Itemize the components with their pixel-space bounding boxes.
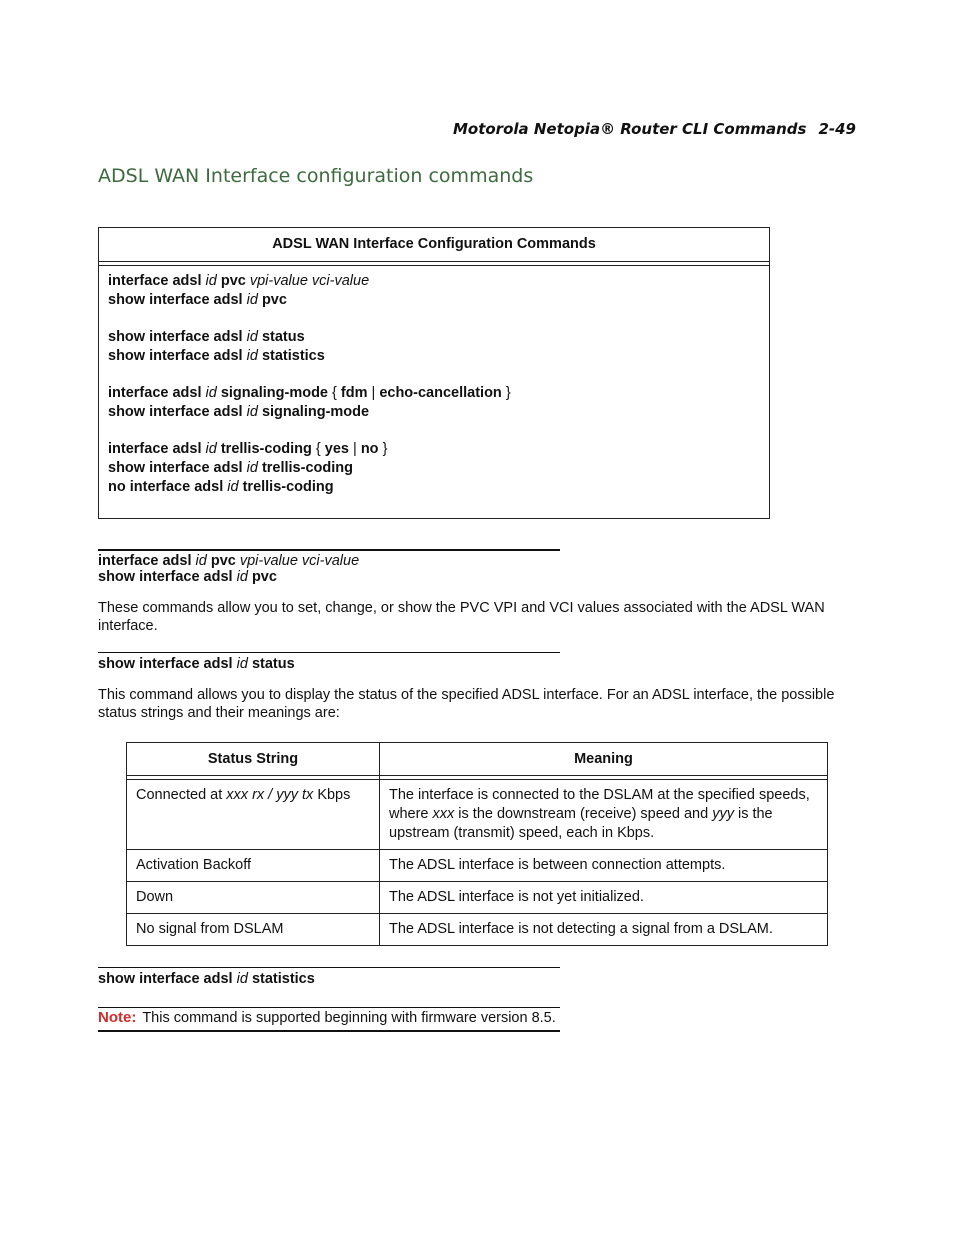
status-strings-table [126,742,828,946]
cell-segment: The ADSL interface is between connection attempts. [389,857,726,873]
meaning-cell [380,780,828,850]
cell-segment: xxx rx / yyy tx [226,787,314,803]
command-segment: signaling-mode [261,404,370,420]
command-segment: | [367,385,380,401]
cell-segment: Down [136,889,174,905]
heading-segment: pvc [210,553,240,569]
command-segment: show interface adsl [108,460,247,476]
command-line [108,291,760,310]
cell-segment: The interface is connected to the DSLAM at the specified speeds, where [389,787,810,822]
status-description: This command allows you to display the status of the specified ADSL interface. For an ADSL interface, the possible status strings and their meanings are: [98,687,835,721]
cell-segment: The ADSL interface is not yet initialized. [389,889,644,905]
heading-segment: show interface adsl [98,656,237,672]
command-segment: } [501,385,511,401]
command-segment: pvc [220,273,250,289]
cell-segment: is the downstream (receive) speed and [454,806,713,822]
meaning-cell [380,914,828,946]
command-segment: statistics [261,348,325,364]
status-string-cell [127,850,380,882]
command-segment: vpi-value vci-value [249,273,370,289]
cell-segment: Connected at [136,787,227,803]
command-segment: show interface adsl [108,348,247,364]
heading-segment: id [236,569,252,585]
command-segment: } [378,441,388,457]
command-segment: id [246,329,262,345]
heading-segment: id [195,553,211,569]
status-string-cell [127,780,380,850]
command-segment: | [349,441,361,457]
command-segment: id [246,292,262,308]
cell-segment: No signal from DSLAM [136,921,284,937]
command-segment: interface adsl [108,385,206,401]
command-summary-header: ADSL WAN Interface Configuration Commands [99,228,769,262]
column-header-status-string: Status String [127,743,380,776]
command-segment: interface adsl [108,441,206,457]
heading-segment: statistics [251,971,315,987]
note-bottom-rule [98,1030,560,1032]
cell-segment: yyy [712,806,734,822]
command-segment: { [315,441,325,457]
command-line [108,459,760,478]
command-line [108,384,760,403]
statistics-command-heading [98,971,315,987]
note-text: This command is supported beginning with firmware version 8.5. [142,1010,556,1026]
command-segment: fdm [340,385,368,401]
command-line [108,478,760,497]
command-segment: id [205,441,221,457]
command-segment: status [261,329,305,345]
command-group-gap [108,366,760,384]
heading-segment: show interface adsl [98,569,237,585]
heading-segment: status [251,656,295,672]
status-string-cell [127,882,380,914]
running-header-title: Motorola Netopia® Router CLI Commands [452,120,807,138]
heading-segment: pvc [251,569,277,585]
section-title: ADSL WAN Interface configuration commands [98,165,534,187]
cell-segment: Activation Backoff [136,857,251,873]
pvc-command-heading [98,553,359,569]
command-segment: show interface adsl [108,329,247,345]
cell-segment: xxx [432,806,455,822]
table-row [127,780,828,850]
meaning-cell [380,882,828,914]
heading-segment: vpi-value vci-value [239,553,360,569]
command-summary-body [99,266,769,503]
command-line [108,328,760,347]
status-command-heading [98,656,295,672]
command-segment: id [246,404,262,420]
note-label: Note: [98,1009,137,1026]
command-line [108,403,760,422]
command-group-gap [108,310,760,328]
meaning-cell [380,850,828,882]
cell-segment: is the upstream (transmit) speed, each in Kbps. [389,806,773,841]
status-string-cell [127,914,380,946]
heading-segment: show interface adsl [98,971,237,987]
section-rule-status [98,652,560,653]
command-segment: id [205,273,221,289]
section-rule-pvc [98,549,560,551]
command-segment: { [332,385,341,401]
table-row [127,882,828,914]
command-segment: yes [324,441,349,457]
command-segment: trellis-coding [261,460,353,476]
command-segment: trellis-coding [220,441,316,457]
section-rule-statistics [98,967,560,968]
command-segment: no [360,441,379,457]
command-segment: id [246,460,262,476]
heading-segment: id [236,971,252,987]
command-line [108,440,760,459]
command-group-gap [108,422,760,440]
command-segment: id [227,479,243,495]
command-segment: id [205,385,221,401]
command-segment: no interface adsl [108,479,228,495]
page-number: 2-49 [818,120,856,138]
cell-segment: Kbps [313,787,351,803]
command-segment: signaling-mode [220,385,333,401]
note [98,1008,560,1028]
command-line [108,347,760,366]
running-header [453,120,856,138]
heading-segment: id [236,656,252,672]
column-header-meaning: Meaning [380,743,828,776]
command-segment: interface adsl [108,273,206,289]
command-summary-table [98,227,770,519]
heading-segment: interface adsl [98,553,196,569]
pvc-description: These commands allow you to set, change, or show the PVC VPI and VCI values associated with the ADSL WAN interface. [98,600,825,634]
command-segment: show interface adsl [108,404,247,420]
table-row [127,850,828,882]
cell-segment: The ADSL interface is not detecting a signal from a DSLAM. [389,921,773,937]
command-segment: show interface adsl [108,292,247,308]
show-pvc-command-heading [98,569,277,585]
command-segment: trellis-coding [242,479,334,495]
command-segment: pvc [261,292,287,308]
command-line [108,272,760,291]
table-row [127,914,828,946]
command-segment: echo-cancellation [379,385,502,401]
command-segment: id [246,348,262,364]
